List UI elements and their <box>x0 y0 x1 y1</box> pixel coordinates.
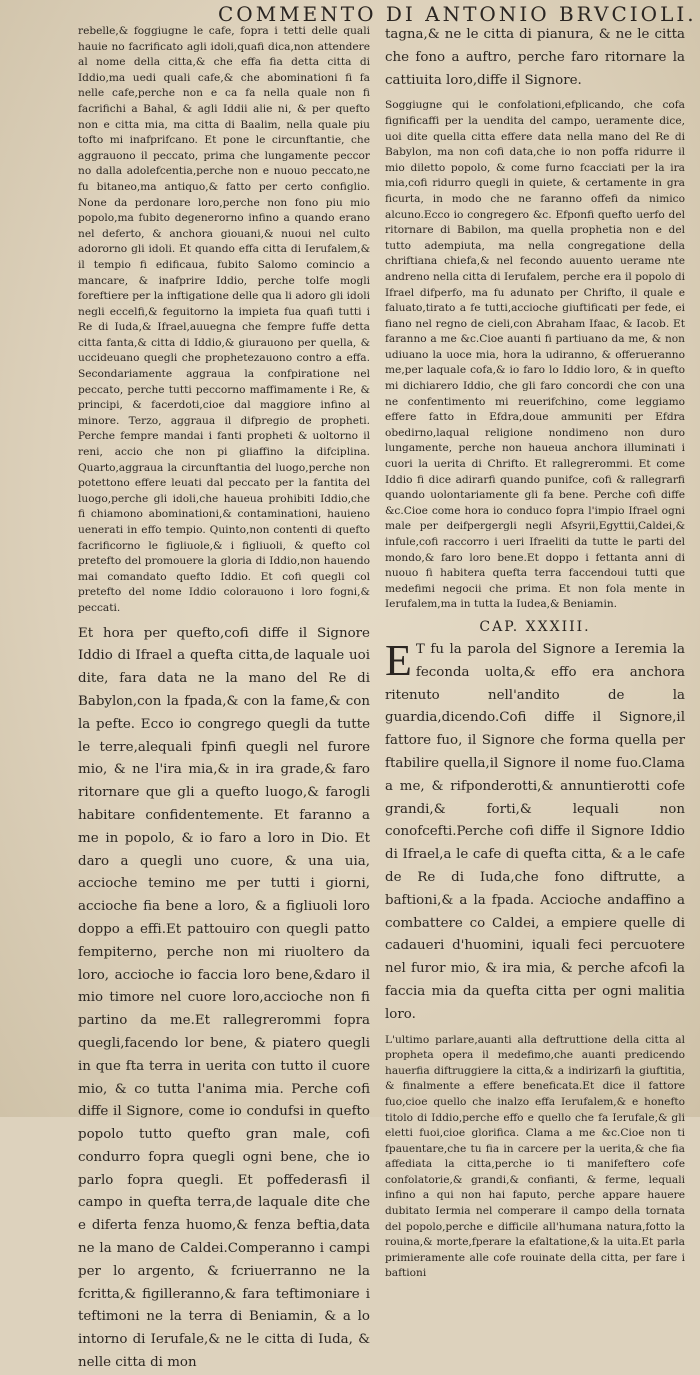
commentary-block: Soggiugne qui le confolationi,efplicando, che cofa fignificaffi per la uendita del campo, ueramente dice, uoi dite quella citta effere data nella mano del Re di Babylon, ma non cofi data,che io non poffa ridurre il mio diletto popolo, & come furno fcacciati per la ira mia,cofi ridurro quegli in quiete, & certamente in gra ficurta, in modo che ne faranno offefi da nimico alcuno.Ecco io congregero &c. Efponfi quefto uerfo del ritornare di Babilon, ma quella prophetia non e del tutto adempiuta, ma nella congregatione della chriftiana chiefa,& nel fecondo auuento uerame nte andreno nella citta di Ierufalem, perche era il popolo di Ifrael difperfo, ma fu adunato per Chrifto, il quale e faluato,tirato a fe tutti,accioche giuftificati per fede, ei fiano nel regno de cieli,con Abraham Ifaac, & Iacob. Et faranno a me &c.Cioe auanti fi partiuano da me, & non udiuano la uoce mia, hora la udiranno, & offerueranno me,per laquale cofa,& io faro lo Iddio loro, & in quefto mi dichiarero Iddio, che gli faro concordi che con una ne confentimento mi reuerifchino, come leggiamo effere fatto in Efdra,doue ammuniti per Efdra obedirno,laqual religione nondimeno non duro lungamente, perche non haueua anchora illuminati i cuori la uerita di Chrifto. Et rallegrerommi. Et come Iddio fi dice adirarfi quando punifce, cofi & rallegrarfi quando uolontariamente gli fa bene. Perche cofi diffe &c.Cioe come hora io conduco fopra l'impio Ifrael ogni male per deifpergergli negli Afsyrii,Egyttii,Caldei,& infule,cofi raccorro i ueri Ifraeliti da tutte le parti del mondo,& faro loro bene.Et doppo i fettanta anni di nuouo fi habitera quefta terra faccendoui tutti que medefimi negocii che prima. Et non fola mente in Ierufalem,ma in tutta la Iudea,& Beniamin. <box>385 99 685 611</box>
right-column <box>385 24 685 1280</box>
running-head: COMMENTO DI ANTONIO BRVCIOLI. <box>218 2 697 26</box>
commentary-block: rebelle,& foggiugne le cafe, fopra i tetti delle quali hauie no facrificato agli idoli,quafi dica,non attendere al nome della citta,& che effa fia detta citta di Iddio,ma uedi quali cafe,& che abominationi fi fa nelle cafe,perche non e ca fa nella quale non fi facrifichi a Bahal, & agli Iddii alie ni, & per quefto non e citta mia, ma citta di Baalim, nella quale piu tofto mi inafprifcano. Et pone le circunftantie, che aggrauono il peccato, prima che lungamente peccor no dalla adolefcentia,perche non e nuouo peccato,ne fu bitaneo,ma antiquo,& fatto per certo configlio. None da perdonare loro,perche non fono piu mio popolo,ma fubito degenerorno infino a quando erano nel deferto, & anchora giouani,& nuoui nel culto adororno gli idoli. Et quando effa citta di Ierufalem,& il tempio fi edificaua, fubito Salomo comincio a mancare, & inafprire Iddio, perche tolfe mogli foreftiere per la inftigatione delle qua li adoro gli idoli negli eccelfi,& feguitorno la impieta fua quafi tutti i Re di Iuda,& Ifrael,auuegna che fempre fuffe detta citta fanta,& citta di Iddio,& giurauono per quella, & uccideuano quegli che prophetezauono contro a effa. Secondariamente aggraua la confpiratione nel peccato, perche tutti peccorno maffimamente i Re, & principi, & facerdoti,cioe dal maggiore infino al minore. Terzo, aggraua il difpregio de propheti. Perche fempre mandai i fanti propheti & uoltorno il reni, accio che non pi gliaffino la difciplina. Quarto,aggraua la circunftantia del luogo,perche non potettono effere leuati dal peccato per la fantita del luogo,perche gli idoli,che haueua prohibiti Iddio,che fi chiamono abominationi,& contaminationi, hauieno uenerati in effo tempio. Quinto,non contenti di quefto facrificorno le figliuole,& i figliuoli, & quefto col pretefto del promouere la gloria di Iddio,non hauendo mai comandato quefto Iddio. Et cofi quegli col pretefto del nome Iddio colorauono i loro fogni,& peccati. <box>78 25 370 614</box>
scripture-block: Et hora per quefto,cofi diffe il Signore Iddio di Ifrael a quefta citta,de laquale uoi dite, fara data ne la mano del Re di Babylon,con la fpada,& con la fame,& con la pefte. Ecco io congrego quegli da tutte le terre,alequali fpinfi quegli nel furore mio, & ne l'ira mia,& in ira grade,& faro ritornare que gli a quefto luogo,& farogli habitare confidentemente. Et faranno a me in popolo, & io faro a loro in Dio. Et daro a quegli uno cuore, & una uia, accioche temino me per tutti i giorni, accioche fia bene a loro, & a figliuoli loro doppo a effi.Et pattouiro con quegli patto fempiterno, perche non mi riuoltero da loro, accioche io faccia loro bene,&daro il mio timore nel cuore loro,accioche non fi partino da me.Et rallegrerommi fopra quegli,facendo lor bene, & piatero quegli in que fta terra in uerita con tutto il cuore mio, & co tutta l'anima mia. Perche cofi diffe il Signore, come io condufsi in quefto popolo tutto quefto gran male, cofi condurro fopra quegli ogni bene, che io parlo fopra quegli. Et poffederasfi il campo in quefta terra,de laquale dite che e diferta fenza huomo,& fenza beftia,data ne la mano de Caldei.Comperanno i campi per lo argento, & fcriuerranno ne la fcritta,& figilleranno,& fara teftimoniare i teftimoni ne la terra di Beniamin, & a lo intorno di Ierufale,& ne le citta di Iuda, & nelle citta di mon <box>78 625 370 1371</box>
chapter-heading: CAP. XXXIII. <box>479 618 591 635</box>
chapter-scripture-text: T fu la parola del Signore a Ieremia la feconda uolta,& effo era anchora ritenuto nell'andito de la guardia,dicendo.Cofi diffe il Signore,il fattore fuo, il Signore che forma quella per ftabilire quella,il Signore il nome fuo.Clama a me, & rifponderotti,& annuntierotti cofe grandi,& forti,& lequali non conofcefti.Perche cofi diffe il Signore Iddio di Ifrael,a le cafe di quefta citta, & a le cafe de Re di Iuda,che fono diftrutte, a baftioni,& a la fpada. Accioche andaffino a combattere co Caldei, a empiere quelle di cadaueri d'huomini, iquali feci percuotere nel furor mio, & ira mia, & perche afcofi la faccia mia da quefta citta per ogni malitia loro. <box>385 641 685 1022</box>
commentary-block-bottom: L'ultimo parlare,auanti alla deftruttione della citta al propheta opera il medefimo,che auanti predicendo hauerfia diftruggiere la citta,& a indirizarfi la giuftitia, & finalmente a effere beneficata.Et dice il fattore fuo,cioe quello che inalzo effa Ierufalem,& e honefto titolo di Iddio,perche effo e quello che fa Ierufale,& gli eletti fuoi,cioe glorifica. Clama a me &c.Cioe non ti fpauentare,che tu fia in carcere per la uerita,& che fia affediata la citta,perche io ti manifeftero cofe confolatorie,& grandi,& confianti, & ferme, lequali infino a qui non hai faputo, perche appare hauere dubitato Iermia nel comperare il campo della tornata del popolo,perche e difficile all'humana natura,fotto la rouina,& morte,fperare la efaltatione,& la uita.Et parla primieramente alle cofe rouinate della citta, per fare i baftioni <box>385 1033 685 1280</box>
chapter-opening-block <box>385 635 685 1027</box>
drop-cap: E <box>385 635 412 685</box>
left-column <box>78 24 370 1371</box>
scripture-block-continued: tagna,& ne le citta di pianura, & ne le citta che fono a auftro, perche faro ritornare la cattiuita loro,diffe il Signore. <box>385 27 685 88</box>
